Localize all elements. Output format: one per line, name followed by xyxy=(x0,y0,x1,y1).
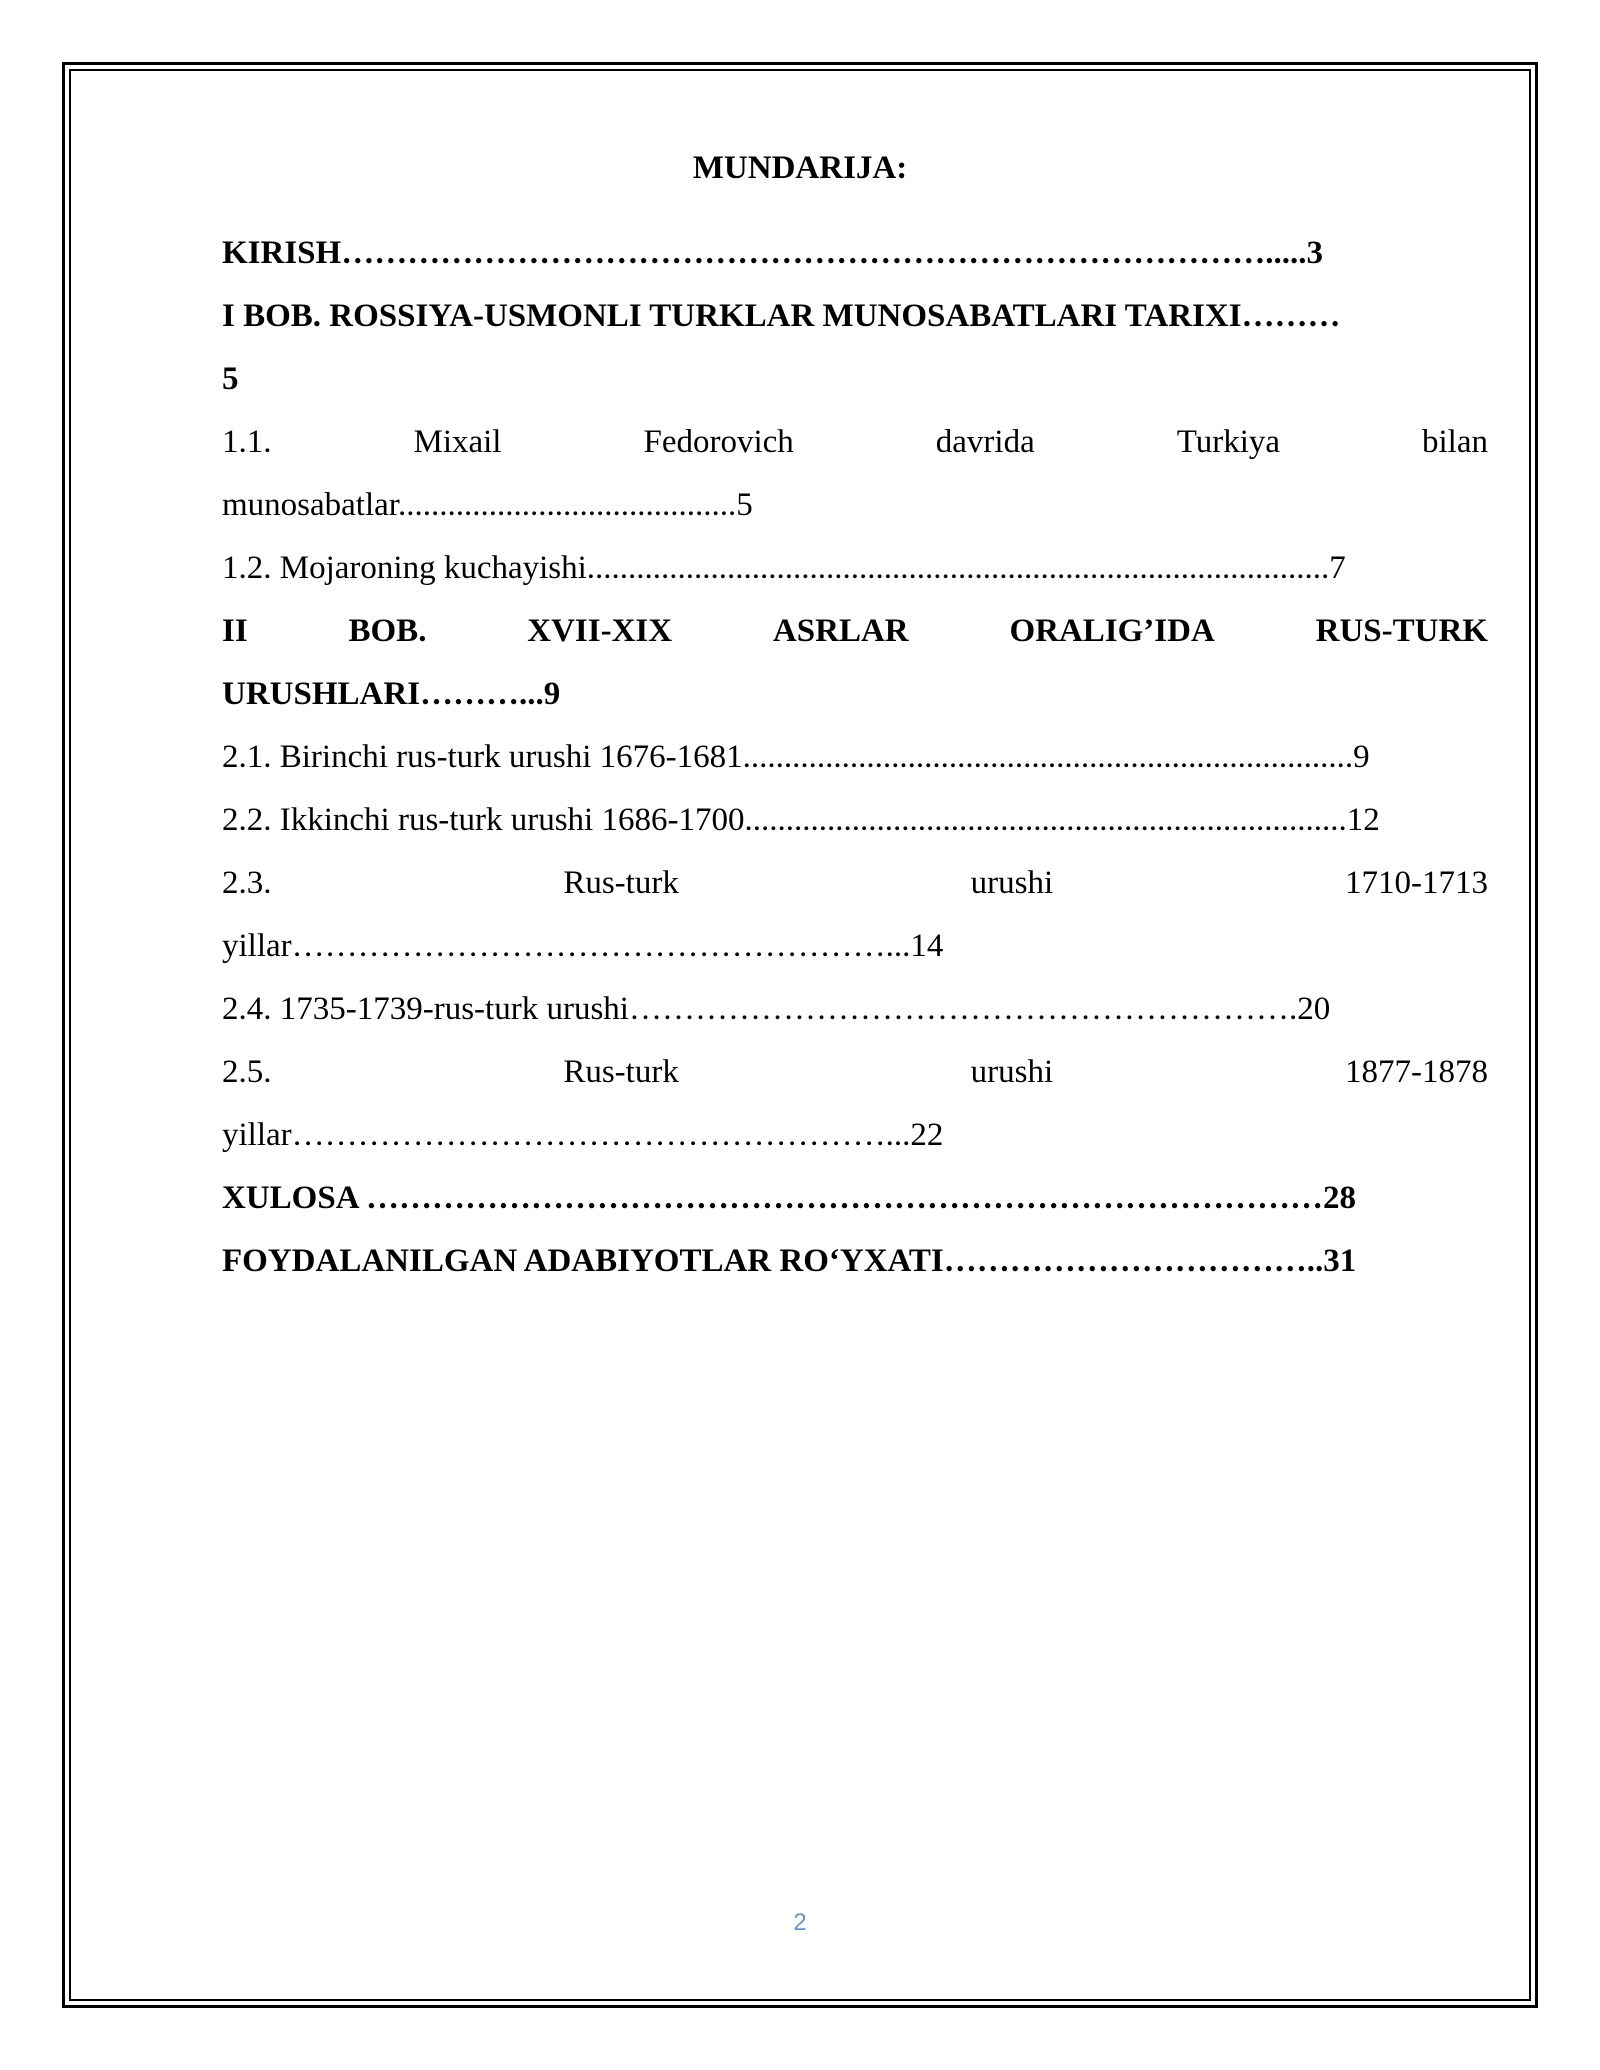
toc-entry-2-4[interactable]: 2.4. 1735-1739-rus-turk urushi…………………………………………………….20 xyxy=(222,991,1331,1027)
toc-entry-2-3[interactable] xyxy=(222,852,1488,915)
toc-entry-1-2[interactable]: 1.2. Mojaroning kuchayishi..........................................................................................7 xyxy=(222,550,1346,586)
toc-word: XVII-XIX xyxy=(527,613,673,649)
toc-entry-2-5[interactable] xyxy=(222,1041,1488,1104)
toc-word: 2.3. xyxy=(222,865,272,901)
toc-entry-bob2[interactable] xyxy=(222,600,1488,663)
toc-entry-1-1[interactable] xyxy=(222,411,1488,474)
toc-entry-adabiyotlar[interactable]: FOYDALANILGAN ADABIYOTLAR RO‘YXATI……………………………..31 xyxy=(222,1243,1357,1279)
toc-word: ORALIG’IDA xyxy=(1009,613,1215,649)
table-of-contents xyxy=(222,222,1488,1293)
toc-word: urushi xyxy=(970,865,1054,901)
toc-word: davrida xyxy=(935,424,1035,460)
toc-word: RUS-TURK xyxy=(1315,613,1488,649)
toc-word: ASRLAR xyxy=(772,613,909,649)
toc-entry-2-2[interactable]: 2.2. Ikkinchi rus-turk urushi 1686-1700.........................................................................12 xyxy=(222,802,1380,838)
toc-entry-bob1-page: 5 xyxy=(222,361,239,397)
toc-word: urushi xyxy=(970,1054,1054,1090)
toc-word: 2.5. xyxy=(222,1054,272,1090)
toc-word: II xyxy=(222,613,248,649)
toc-entry-xulosa[interactable]: XULOSA ……………………………………………………………………………28 xyxy=(222,1180,1356,1216)
toc-word: bilan xyxy=(1422,424,1488,460)
toc-word: 1710-1713 xyxy=(1344,865,1488,901)
toc-entry-2-1[interactable]: 2.1. Birinchi rus-turk urushi 1676-1681..........................................................................9 xyxy=(222,739,1370,775)
toc-heading: MUNDARIJA: xyxy=(692,150,908,186)
toc-entry-2-3-continued: yillar………………………………………………...14 xyxy=(222,928,944,964)
toc-word: Fedorovich xyxy=(643,424,794,460)
toc-word: Turkiya xyxy=(1176,424,1281,460)
toc-word: 1.1. xyxy=(222,424,272,460)
toc-word: Rus-turk xyxy=(563,1054,679,1090)
toc-word: 1877-1878 xyxy=(1344,1054,1488,1090)
toc-entry-bob2-continued: URUSHLARI………...9 xyxy=(222,676,561,712)
toc-entry-2-5-continued: yillar………………………………………………...22 xyxy=(222,1117,944,1153)
toc-entry-bob1[interactable]: I BOB. ROSSIYA-USMONLI TURKLAR MUNOSABATLARI TARIXI……… xyxy=(222,298,1341,334)
toc-word: BOB. xyxy=(348,613,427,649)
toc-entry-kirish[interactable]: KIRISH………………………………………………………………………….....3 xyxy=(222,235,1323,271)
toc-word: Mixail xyxy=(413,424,502,460)
page-number: 2 xyxy=(793,1909,807,1936)
toc-entry-1-1-continued: munosabatlar.........................................5 xyxy=(222,487,753,523)
toc-word: Rus-turk xyxy=(563,865,679,901)
